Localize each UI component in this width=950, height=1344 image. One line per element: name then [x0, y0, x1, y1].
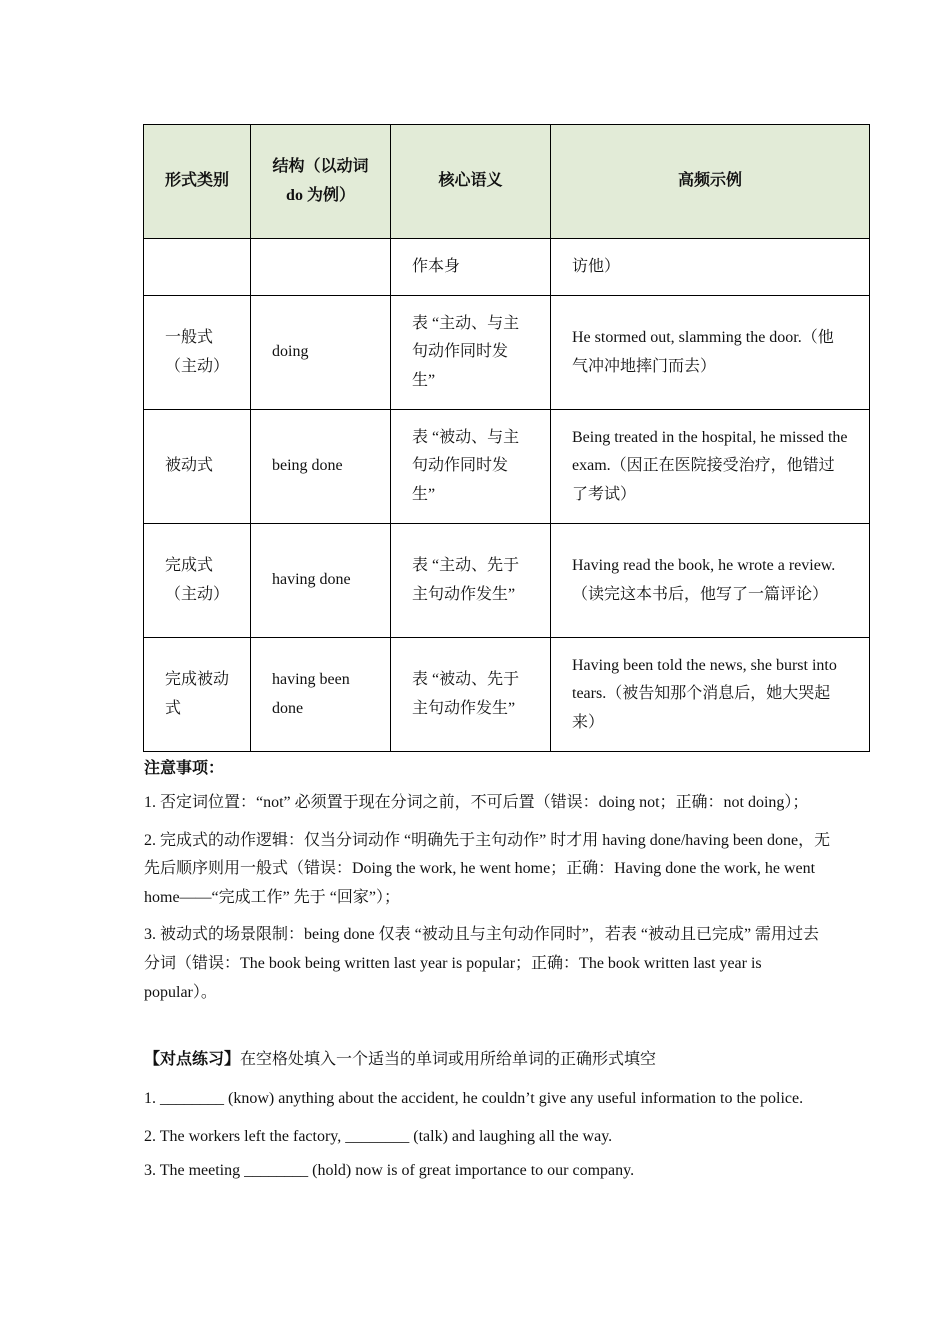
exercise-section: [144, 1046, 834, 1191]
exercise-heading-instruction: 在空格处填入一个适当的单词或用所给单词的正确形式填空: [240, 1051, 657, 1068]
header-examples: 高频示例: [551, 125, 870, 239]
cell-meaning: 表 “被动、与主句动作同时发生”: [391, 410, 551, 524]
table-row: [144, 296, 870, 410]
exercise-heading-label: 【对点练习】: [144, 1051, 241, 1068]
header-form-type: 形式类别: [144, 125, 251, 239]
exercise-item: 2. The workers left the factory, ________ (talk) and laughing all the way.: [144, 1128, 613, 1145]
exercise-heading: [144, 1046, 834, 1074]
cell-structure: doing: [251, 296, 391, 410]
notes-section: [144, 755, 834, 1016]
note-item: 3. 被动式的场景限制：being done 仅表 “被动且与主句动作同时”，若表 “被动且已完成” 需用过去分词（错误：The book being written last year is popular；正确：The book written last year is popular）。: [144, 926, 820, 1001]
cell-example: Having been told the news, she burst into tears.（被告知那个消息后，她大哭起来）: [551, 638, 870, 752]
cell-example: He stormed out, slamming the door.（他气冲冲地摔门而去）: [551, 296, 870, 410]
cell-form: 一般式（主动）: [144, 296, 251, 410]
table-row: [144, 410, 870, 524]
cell-meaning: 作本身: [391, 239, 551, 296]
table-row: [144, 239, 870, 296]
note-item: 1. 否定词位置：“not” 必须置于现在分词之前，不可后置（错误：doing not；正确：not doing）；: [144, 794, 809, 811]
cell-meaning: 表 “被动、先于主句动作发生”: [391, 638, 551, 752]
cell-meaning: 表 “主动、先于主句动作发生”: [391, 524, 551, 638]
note-item: 2. 完成式的动作逻辑：仅当分词动作 “明确先于主句动作” 时才用 having done/having been done，无先后顺序则用一般式（错误：Doing the work, he went home；正确：Having done the work, he went home——“完成工作” 先于 “回家”）；: [144, 831, 831, 906]
cell-form: [144, 239, 251, 296]
cell-example: 访他）: [551, 239, 870, 296]
cell-structure: being done: [251, 410, 391, 524]
cell-form: 完成被动式: [144, 638, 251, 752]
cell-structure: [251, 239, 391, 296]
exercise-item: 1. ________ (know) anything about the accident, he couldn’t give any useful information to the police.: [144, 1090, 804, 1107]
cell-structure: having been done: [251, 638, 391, 752]
cell-meaning: 表 “主动、与主句动作同时发生”: [391, 296, 551, 410]
table-row: [144, 524, 870, 638]
cell-example: Having read the book, he wrote a review.（读完这本书后，他写了一篇评论）: [551, 524, 870, 638]
participle-forms-table: [143, 124, 870, 752]
header-structure: 结构（以动词 do 为例）: [251, 125, 391, 239]
cell-form: 完成式（主动）: [144, 524, 251, 638]
header-core-meaning: 核心语义: [391, 125, 551, 239]
cell-structure: having done: [251, 524, 391, 638]
cell-form: 被动式: [144, 410, 251, 524]
exercise-item: 3. The meeting ________ (hold) now is of great importance to our company.: [144, 1162, 635, 1179]
table-header-row: [144, 125, 870, 239]
notes-title: 注意事项：: [144, 760, 225, 777]
cell-example: Being treated in the hospital, he missed the exam.（因正在医院接受治疗，他错过了考试）: [551, 410, 870, 524]
table-row: [144, 638, 870, 752]
